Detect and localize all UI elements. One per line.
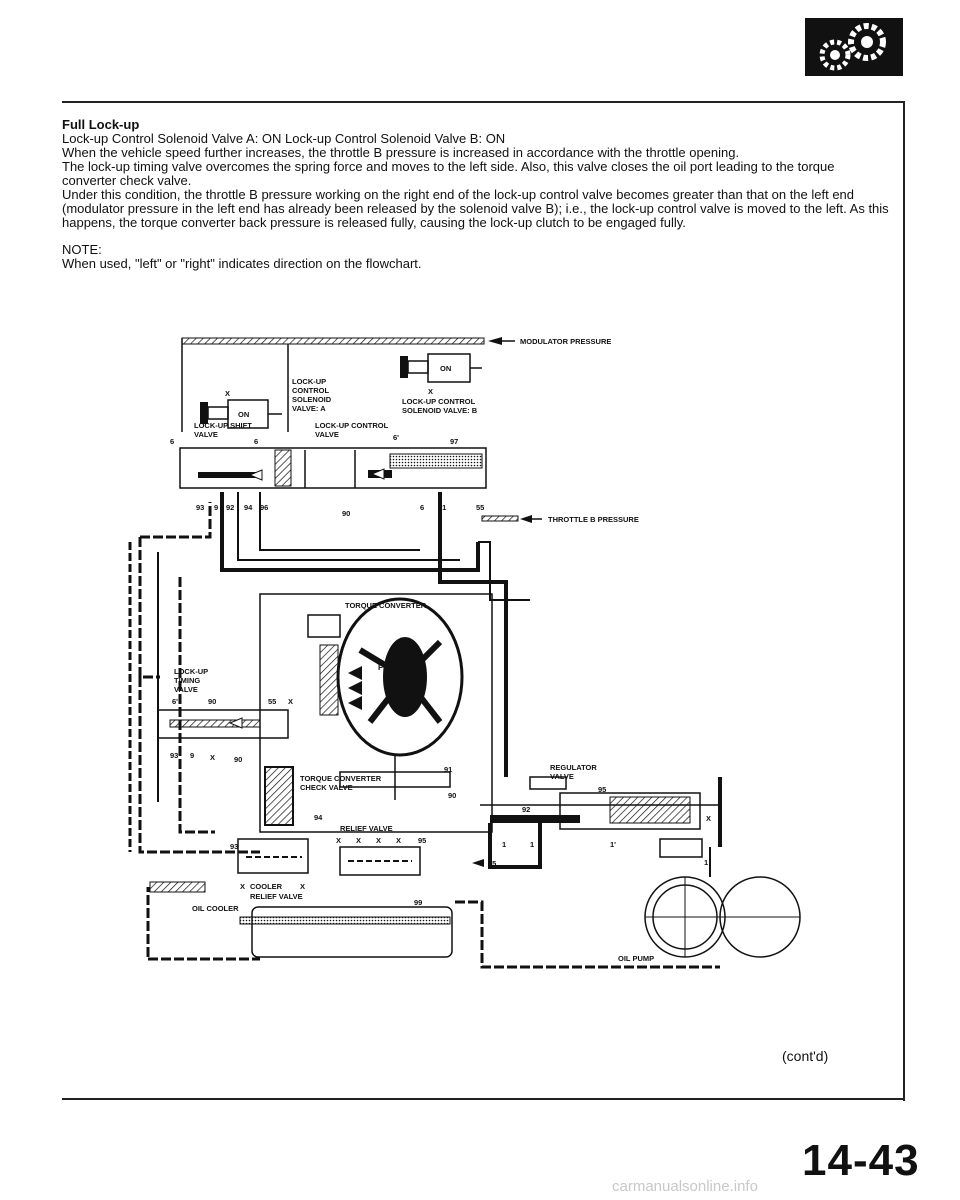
torque-converter <box>308 599 462 800</box>
svg-text:X: X <box>240 882 246 891</box>
lockup-control-valve-label-1: LOCK-UP CONTROL <box>315 421 389 430</box>
relief-valve-label: RELIEF VALVE <box>340 824 393 833</box>
oil-cooler <box>252 907 452 957</box>
svg-text:99: 99 <box>414 898 423 907</box>
modulator-pressure-line <box>182 338 484 344</box>
svg-text:92: 92 <box>226 503 235 512</box>
hydraulic-flowchart-lower <box>110 774 830 1027</box>
svg-text:6: 6 <box>420 503 425 512</box>
svg-text:93: 93 <box>170 751 179 760</box>
modulator-pressure-label: MODULATOR PRESSURE <box>520 337 612 346</box>
regulator-valve-label-2: VALVE <box>550 772 574 781</box>
cooler-relief-valve-label-1: COOLER <box>250 882 283 891</box>
svg-text:9: 9 <box>190 751 195 760</box>
timing-valve-label-3: VALVE <box>174 685 198 694</box>
solenoid-a-label-1: LOCK-UP <box>292 377 327 386</box>
page-number: 14-43 <box>802 1136 920 1185</box>
svg-text:93: 93 <box>230 842 239 851</box>
f1-label: F₁ <box>378 663 387 672</box>
solenoid-a-on-label: ON <box>238 410 250 419</box>
svg-text:55: 55 <box>476 503 485 512</box>
note-label: NOTE: <box>62 242 102 257</box>
svg-text:X: X <box>356 836 362 845</box>
svg-text:95: 95 <box>598 785 607 794</box>
note-text: When used, "left" or "right" indicates direction on the flowchart. <box>62 256 422 271</box>
check-valve-label-1: TORQUE CONVERTER <box>300 774 382 783</box>
svg-text:94: 94 <box>314 813 323 822</box>
bottom-rule <box>62 1098 905 1100</box>
svg-text:9: 9 <box>214 503 219 512</box>
throttle-b-pressure-line <box>482 516 518 521</box>
svg-text:X: X <box>376 836 382 845</box>
lockup-control-solenoid-b <box>400 354 482 396</box>
throttle-arrow-icon <box>520 515 532 523</box>
f1-arrow-icon-3 <box>348 696 362 710</box>
svg-text:6: 6 <box>254 437 259 446</box>
paragraph-timing-valve: The lock-up timing valve overcomes the spring force and moves to the left side. Also, this valve closes the oil port leading to the torque converter check valve. <box>62 159 835 188</box>
svg-text:6: 6 <box>170 437 175 446</box>
solenoid-a-label-4: VALVE: A <box>292 404 326 413</box>
gears-section-icon <box>805 18 903 76</box>
right-margin-rule <box>903 101 905 1101</box>
svg-text:X: X <box>336 836 342 845</box>
svg-text:90: 90 <box>448 791 457 800</box>
oil-pump-label: OIL PUMP <box>618 954 655 963</box>
svg-text:X: X <box>706 814 712 823</box>
svg-text:95: 95 <box>418 836 427 845</box>
svg-text:90: 90 <box>208 697 217 706</box>
svg-text:90: 90 <box>234 755 243 764</box>
svg-text:96: 96 <box>260 503 269 512</box>
timing-valve-label-2: TIMING <box>174 676 201 685</box>
throttle-b-pressure-label: THROTTLE B PRESSURE <box>548 515 639 524</box>
svg-text:X: X <box>396 836 402 845</box>
paragraph-condition: Under this condition, the throttle B pressure working on the right end of the lock-up control valve becomes greater than that on the left end (modulator pressure in the left end has already been released by the solenoid valve B); i.e., the lock-up control valve is moved to the left. As this happens, the torque converter back pressure is released fully, causing the lock-up clutch to be engaged fully. <box>62 187 889 230</box>
cooler-relief-valve-label-2: RELIEF VALVE <box>250 892 303 901</box>
oil-pump <box>645 877 800 957</box>
svg-text:92: 92 <box>522 805 531 814</box>
paragraph-vehicle-speed: When the vehicle speed further increases, the throttle B pressure is increased in accordance with the throttle opening. <box>62 145 740 160</box>
paragraph-solenoid-states: Lock-up Control Solenoid Valve A: ON Lock-up Control Solenoid Valve B: ON <box>62 131 506 146</box>
svg-text:X: X <box>210 753 216 762</box>
top-rule <box>62 101 905 103</box>
section-heading: Full Lock-up <box>62 117 140 132</box>
svg-text:55: 55 <box>268 697 277 706</box>
solenoid-b-label-1: LOCK-UP CONTROL <box>402 397 476 406</box>
svg-text:X: X <box>225 389 231 398</box>
svg-text:6': 6' <box>393 433 399 442</box>
svg-text:93: 93 <box>196 503 205 512</box>
svg-text:91: 91 <box>444 765 453 774</box>
regulator-valve-label-1: REGULATOR <box>550 763 597 772</box>
check-valve-label-2: CHECK VALVE <box>300 783 353 792</box>
body-text <box>62 118 892 271</box>
solenoid-a-label-2: CONTROL <box>292 386 330 395</box>
f1-arrow-icon-1 <box>348 666 362 680</box>
lockup-control-valve-label-2: VALVE <box>315 430 339 439</box>
svg-text:95: 95 <box>488 859 497 868</box>
watermark: carmanualsonline.info <box>612 1178 758 1195</box>
svg-text:X: X <box>288 697 294 706</box>
torque-converter-check-valve <box>265 767 293 825</box>
lockup-shift-valve-label-2: VALVE <box>194 430 218 439</box>
lockup-shift-valve-label-1: LOCK-UP SHIFT <box>194 421 252 430</box>
timing-valve-label-1: LOCK-UP <box>174 667 209 676</box>
modulator-arrow-icon <box>488 337 502 345</box>
f1-arrow-icon-2 <box>348 681 362 695</box>
svg-text:1: 1 <box>530 840 535 849</box>
solenoid-a-label-3: SOLENOID <box>292 395 332 404</box>
svg-text:1': 1' <box>610 840 616 849</box>
solenoid-b-on-label: ON <box>440 364 452 373</box>
continued-label: (cont'd) <box>782 1048 829 1064</box>
svg-text:X: X <box>300 882 306 891</box>
svg-text:97: 97 <box>450 437 459 446</box>
svg-text:94: 94 <box>244 503 253 512</box>
torque-converter-label: TORQUE CONVERTER <box>345 601 427 610</box>
svg-text:1: 1 <box>704 858 709 867</box>
oil-cooler-label: OIL COOLER <box>192 904 239 913</box>
svg-text:90: 90 <box>342 509 351 518</box>
svg-text:6': 6' <box>172 697 178 706</box>
solenoid-b-label-2: SOLENOID VALVE: B <box>402 406 478 415</box>
svg-text:91: 91 <box>438 503 447 512</box>
svg-text:X: X <box>428 387 434 396</box>
svg-text:1: 1 <box>502 840 507 849</box>
